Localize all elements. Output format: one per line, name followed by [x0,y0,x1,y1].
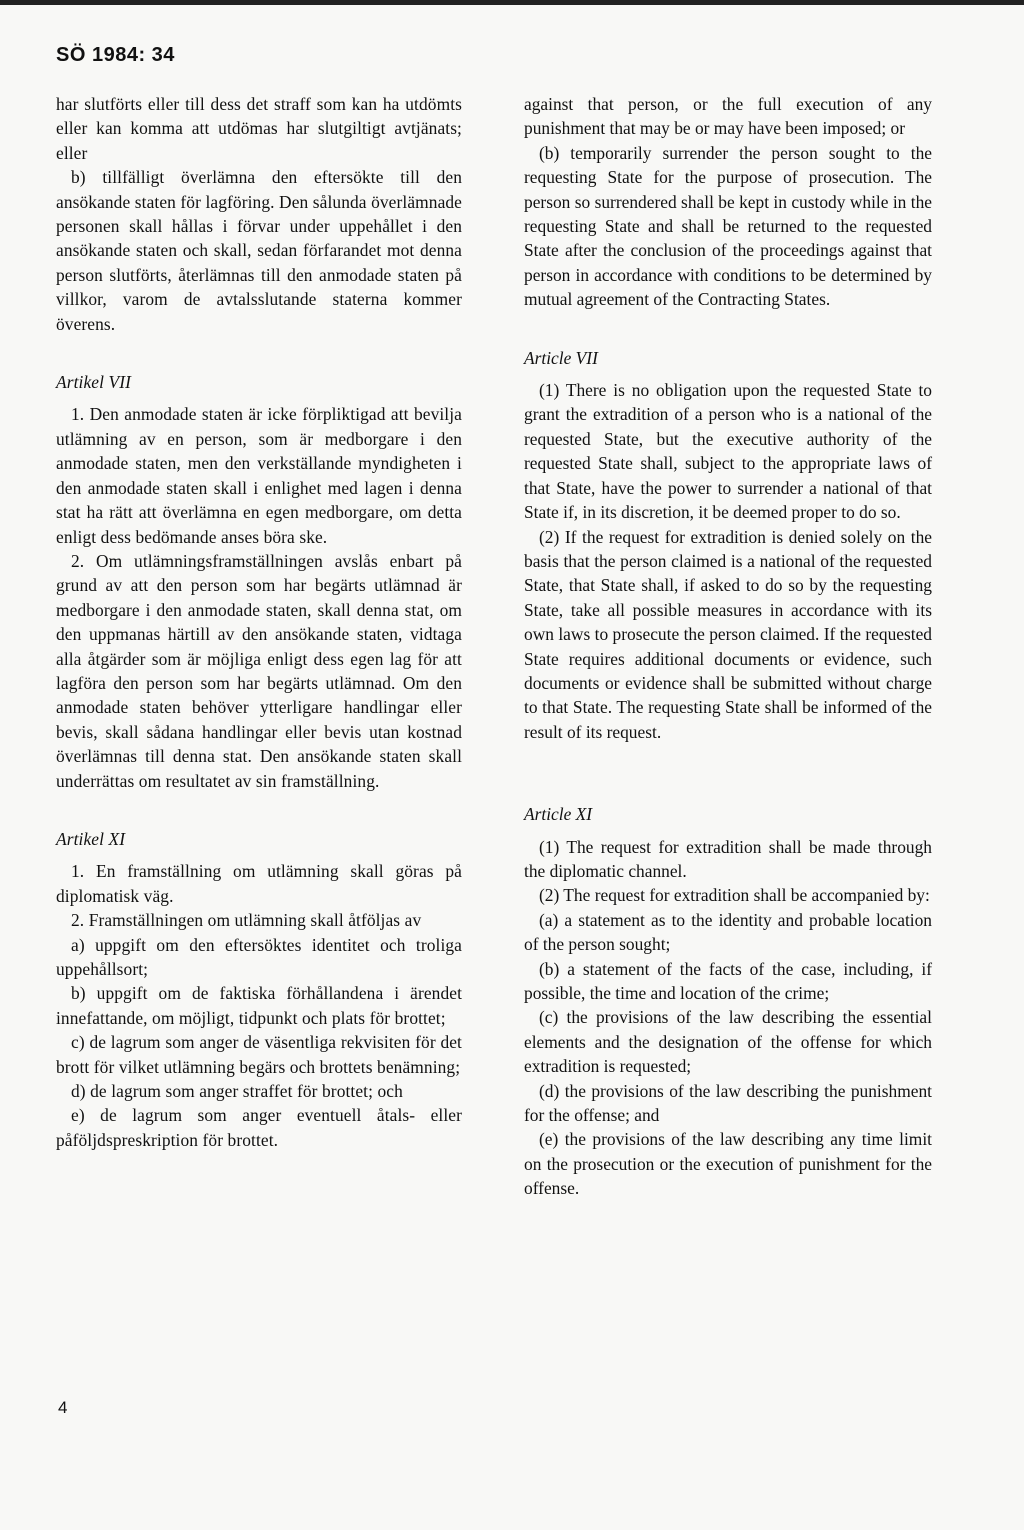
article-vii-paragraph-2: 2. Om utlämningsframställningen avslås enbart på grund av att den person som har begärts utlämnad är medborgare i den anmodade staten, skall denna stat, om den uppmanas härtill av den ansökande staten, vidtaga alla åtgärder som är möjliga enligt dess egen lag för att lagföra den person som har begärts utlämnad. Om den anmodade staten behöver ytterligare handlingar eller bevis, skall sådana handlingar eller bevis utan kostnad överlämnas till denna stat. Den ansökande staten skall underrättas om resultatet av sin framställning. [56,550,462,791]
article-vii-paragraph-2: (2) If the request for extradition is denied solely on the basis that the person claimed is a national of the requested State, that State shall, if asked to do so by the requesting State, take all possible measures in accordance with its own laws to prosecute the person claimed. If the requested State requires additional documents or evidence, such documents or evidence shall be submitted without charge to that State. The requesting State shall be informed of the result of its request. [524,526,932,742]
article-vii-heading: Artikel VII [56,372,131,393]
article-xi-paragraph-2: (2) The request for extradition shall be accompanied by: [539,885,930,906]
article-xi-item-e: (e) the provisions of the law describing any time limit on the prosecution or the execution of punishment for the offense. [524,1129,932,1199]
article-vii-paragraph-1: (1) There is no obligation upon the requested State to grant the extradition of a person who is a national of the requested State, but the executive authority of the requested State shall, subject to the appropriate laws of that State, have the power to surrender a national of that State if, in its discretion, it be deemed proper to do so. [524,380,932,523]
article-xi-item-d: (d) the provisions of the law describing the punishment for the offense; and [524,1080,932,1126]
article-xi-paragraph-2: 2. Framställningen om utlämning skall åtföljas av [71,910,422,931]
article-vii-heading: Article VII [524,347,598,368]
top-border [0,0,1024,5]
article-xi-item-b: b) uppgift om de faktiska förhållandena i ärendet innefattande, om möjligt, tidpunkt och plats för brottet; [56,983,462,1028]
article-xi-paragraph-1: (1) The request for extradition shall be made through the diplomatic channel. [524,836,932,881]
article-vii-paragraph-1: 1. Den anmodade staten är icke förpliktigad att bevilja utlämning av en person, som är medborgare i den anmodade staten, men den verkställande myndigheten i den anmodade staten skall i enlighet med lagen i denna stat ha rätt att överlämna en egen medborgare, om detta enligt dess bedömande anses böra ske. [56,404,462,547]
article-xi-item-a: (a) a statement as to the identity and probable location of the person sought; [524,909,932,955]
article-xi-item-e: e) de lagrum som anger eventuell åtals- eller påföljdspreskription för brottet. [56,1105,462,1150]
article-xi-item-c: (c) the provisions of the law describing the essential elements and the designation of the offense for which extradition is requested; [524,1007,932,1077]
english-column [524,92,932,1201]
article-xi-heading: Artikel XI [56,828,126,849]
article-xi-item-c: c) de lagrum som anger de väsentliga rekvisiten för det brott för vilket utlämning begärs och brottets benämning; [56,1032,462,1077]
paragraph-b: b) tillfälligt överlämna den eftersökte till den ansökande staten för lagföring. Den sålunda överlämnade personen skall hållas i förvar under uppehållet i den ansökande staten och skall, sedan förfarandet mot denna person slutförts, återlämnas till den anmodade staten på villkor, varom de avtalsslutande staterna kommer överens. [56,167,462,334]
document-reference: SÖ 1984: 34 [56,44,175,66]
article-xi-item-b: (b) a statement of the facts of the case, including, if possible, the time and location of the crime; [524,958,932,1003]
continued-paragraph: har slutförts eller till dess det straff som kan ha utdömts eller kan komma att utdömas har slutgiltigt avtjänats; eller [56,94,462,163]
article-xi-item-d: d) de lagrum som anger straffet för brottet; och [71,1081,403,1102]
article-xi-paragraph-1: 1. En framställning om utlämning skall göras på diplomatisk väg. [56,861,462,906]
page-number: 4 [58,1398,68,1417]
article-xi-heading: Article XI [524,804,593,825]
swedish-column [56,92,462,1152]
article-xi-item-a: a) uppgift om den eftersöktes identitet och troliga uppehållsort; [56,934,462,979]
paragraph-b: (b) temporarily surrender the person sought to the requesting State for the purpose of prosecution. The person so surrendered shall be kept in custody while in the requesting State and shall be returned to the requested State after the conclusion of the proceedings against that person in accordance with conditions to be determined by mutual agreement of the Contracting States. [524,142,932,310]
continued-paragraph: against that person, or the full execution of any punishment that may be or may have been imposed; or [524,94,932,139]
